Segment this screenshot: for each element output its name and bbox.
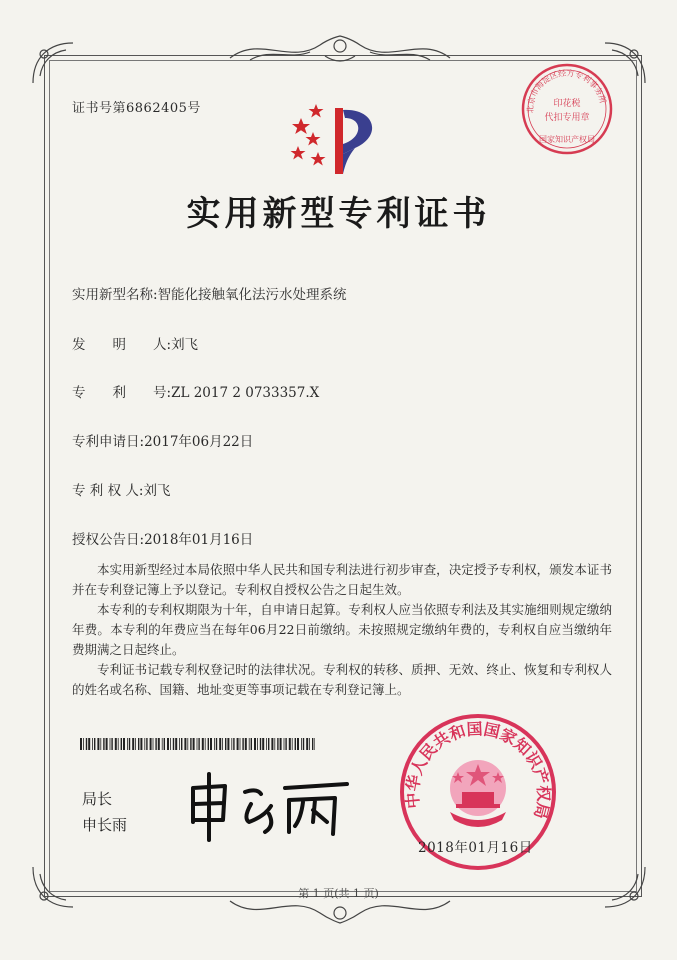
barcode-bar	[233, 738, 234, 750]
barcode-bar	[254, 738, 256, 750]
barcode-bar	[123, 738, 125, 750]
barcode-bar	[111, 738, 112, 750]
barcode-bar	[284, 738, 285, 750]
barcode-bar	[262, 738, 264, 750]
svg-text:国家知识产权局: 国家知识产权局	[539, 135, 595, 144]
barcode-bar	[197, 738, 198, 750]
patentee-label: 专 利 权 人:	[72, 483, 144, 499]
barcode-bar	[88, 738, 90, 750]
patent-number-value: ZL 2017 2 0733357.X	[171, 385, 320, 401]
barcode-bar	[237, 738, 239, 750]
signature-role: 局长	[82, 790, 113, 808]
barcode-bar	[292, 738, 293, 750]
utility-model-name-row	[72, 283, 347, 303]
barcode-bar	[127, 738, 128, 750]
barcode-bar	[216, 738, 217, 750]
barcode-bar	[274, 738, 275, 750]
application-date-row	[72, 430, 253, 450]
patent-number-label: 专 利 号:	[72, 385, 172, 401]
barcode-bar	[309, 738, 310, 750]
barcode-bar	[94, 738, 95, 750]
barcode-bar	[210, 738, 212, 750]
barcode-bar	[110, 738, 111, 750]
signature-name: 申长雨	[82, 816, 128, 834]
barcode-bar	[170, 738, 171, 750]
barcode-bar	[190, 738, 191, 750]
barcode-bar	[208, 738, 209, 750]
certificate-title: 实用新型专利证书	[186, 194, 491, 234]
barcode-bar	[285, 738, 286, 750]
inventor-row	[72, 333, 198, 353]
barcode-bar	[257, 738, 258, 750]
barcode-bar	[138, 738, 139, 750]
barcode-bar	[158, 738, 160, 750]
barcode-bar	[153, 738, 154, 750]
barcode-bar	[219, 738, 221, 750]
barcode-bar	[260, 738, 261, 750]
barcode-bar	[314, 738, 315, 750]
barcode-bar	[245, 738, 247, 750]
barcode-bar	[121, 738, 122, 750]
barcode-bar	[184, 738, 186, 750]
barcode-bar	[146, 738, 147, 750]
barcode-bar	[179, 738, 180, 750]
barcode-bar	[167, 738, 169, 750]
page-indicator: 第 1 页(共 1 页)	[298, 887, 379, 900]
barcode-bar	[268, 738, 269, 750]
barcode-bar	[164, 738, 165, 750]
barcode-bar	[83, 738, 84, 750]
barcode-bar	[132, 738, 134, 750]
top-left-corner-ornament	[28, 38, 78, 88]
barcode-bar	[231, 738, 232, 750]
barcode-bar	[266, 738, 267, 750]
barcode-bar	[92, 738, 93, 750]
barcode-bar	[289, 738, 291, 750]
barcode-bar	[242, 738, 243, 750]
inventor-label: 发 明 人:	[72, 337, 172, 353]
barcode-bar	[225, 738, 226, 750]
barcode-bar	[240, 738, 241, 750]
barcode-bar	[193, 738, 195, 750]
barcode-bar	[181, 738, 182, 750]
svg-text:代扣专用章: 代扣专用章	[544, 113, 590, 123]
barcode-bar	[106, 738, 108, 750]
svg-text:中华人民共和国国家知识产权局: 中华人民共和国国家知识产权局	[402, 719, 554, 821]
application-date-label: 专利申请日:	[72, 434, 145, 450]
barcode-bar	[295, 738, 296, 750]
inventor-value: 刘飞	[171, 337, 199, 353]
barcode-bar	[280, 738, 282, 750]
barcode-bar	[80, 738, 82, 750]
top-ornament	[220, 30, 460, 68]
grant-date-label: 授权公告日:	[72, 532, 145, 548]
body-paragraph-1: 本实用新型经过本局依照中华人民共和国专利法进行初步审查，决定授予专利权，颁发本证书并在专利登记簿上予以登记。专利权自授权公告之日起生效。	[72, 562, 612, 597]
certificate-body	[72, 560, 612, 700]
barcode-bar	[303, 738, 304, 750]
certificate-number: 证书号第6862405号	[72, 101, 201, 116]
barcode-bar	[187, 738, 188, 750]
body-paragraph-2: 本专利的专利权期限为十年，自申请日起算。专利权人应当依照专利法及其实施细则规定缴纳年费。本专利的年费应当在每年06月22日前缴纳。未按照规定缴纳年费的，专利权自应当缴纳年费期满之日起终止。	[72, 602, 612, 657]
barcode-bar	[86, 738, 87, 750]
barcode-bar	[144, 738, 145, 750]
barcode	[80, 738, 315, 750]
barcode-bar	[205, 738, 206, 750]
barcode-bar	[222, 738, 223, 750]
barcode-bar	[175, 738, 177, 750]
grant-date-row	[72, 528, 253, 548]
grant-date-value: 2018年01月16日	[144, 532, 254, 548]
barcode-bar	[202, 738, 204, 750]
body-paragraph-3: 专利证书记载专利权登记时的法律状况。专利权的转移、质押、无效、终止、恢复和专利权人的姓名或名称、国籍、地址变更等事项记载在专利登记簿上。	[72, 662, 612, 697]
barcode-bar	[249, 738, 250, 750]
utility-model-name-label: 实用新型名称:	[72, 287, 158, 303]
seal-date: 2018年01月16日	[418, 840, 533, 856]
barcode-bar	[214, 738, 215, 750]
patent-number-row	[72, 381, 319, 401]
barcode-bar	[301, 738, 302, 750]
barcode-bar	[251, 738, 252, 750]
barcode-bar	[227, 738, 229, 750]
barcode-bar	[115, 738, 117, 750]
barcode-bar	[135, 738, 136, 750]
barcode-bar	[297, 738, 299, 750]
barcode-bar	[140, 738, 142, 750]
barcode-bar	[150, 738, 152, 750]
barcode-bar	[100, 738, 101, 750]
barcode-bar	[198, 738, 199, 750]
barcode-bar	[271, 738, 273, 750]
barcode-bar	[103, 738, 104, 750]
tax-seal-stamp	[520, 62, 614, 156]
barcode-bar	[97, 738, 99, 750]
barcode-bar	[155, 738, 156, 750]
barcode-bar	[162, 738, 163, 750]
svg-text:北京市海淀区经方专利事务所: 北京市海淀区经方专利事务所	[525, 68, 608, 114]
barcode-bar	[277, 738, 278, 750]
patentee-value: 刘飞	[143, 483, 171, 499]
patentee-row	[72, 479, 170, 499]
barcode-bar	[173, 738, 174, 750]
svg-text:印花税: 印花税	[553, 99, 581, 109]
barcode-bar	[129, 738, 130, 750]
barcode-bar	[312, 738, 313, 750]
utility-model-name-value: 智能化接触氧化法污水处理系统	[157, 287, 347, 303]
handwritten-signature	[185, 770, 355, 845]
barcode-bar	[306, 738, 308, 750]
application-date-value: 2017年06月22日	[144, 434, 254, 450]
sipo-emblem-logo	[283, 96, 393, 181]
barcode-bar	[118, 738, 119, 750]
